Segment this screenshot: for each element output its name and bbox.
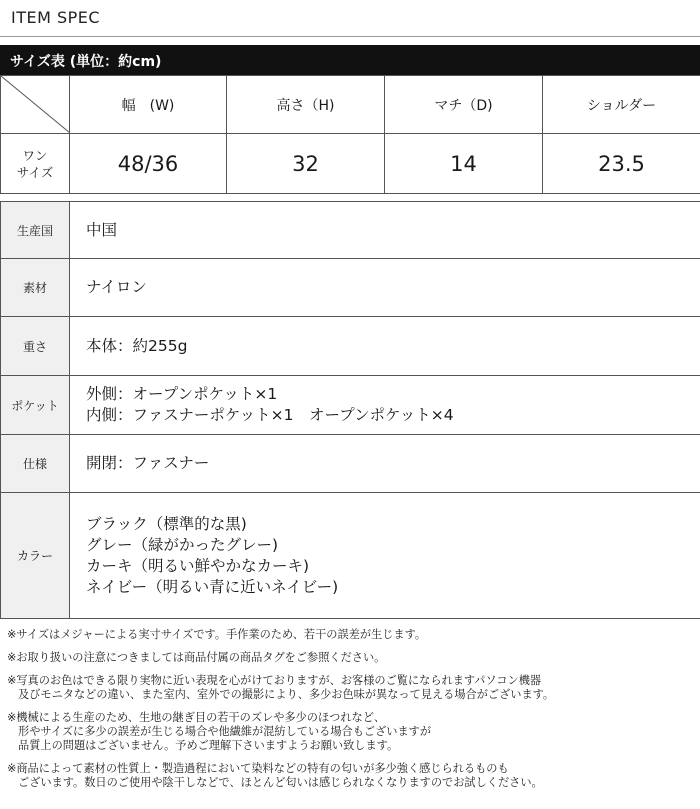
column-header-depth: マチ（D) xyxy=(385,76,543,134)
size-table-title: サイズ表 (単位：約cm) xyxy=(10,54,162,70)
color-list xyxy=(70,493,700,619)
value-width: 48/36 xyxy=(70,134,227,194)
pocket-value xyxy=(70,376,700,435)
note-2-text: ※お取り扱いの注意につきましては商品付属の商品タグをご参照ください。 xyxy=(7,651,386,664)
detail-row-material xyxy=(1,259,700,317)
size-table-row-one-size xyxy=(1,134,700,194)
note-4-line1: ※機械による生産のため、生地の継ぎ目の若干のズレや多少のほつれなど、 xyxy=(7,711,386,724)
note-5-line2: ございます。数日のご使用や陰干しなどで、ほとんど匂いは感じられなくなりますのでお試しください。 xyxy=(18,776,543,789)
color-item-black: ブラック（標準的な黒) xyxy=(86,514,247,533)
row-label-one-size xyxy=(1,134,70,194)
note-3-line1: ※写真のお色はできる限り実物に近い表現を心がけておりますが、お客様のご覧になられますパソコン機器 xyxy=(7,674,542,687)
detail-table xyxy=(0,201,700,619)
row-label-line1: ワン xyxy=(22,147,48,163)
note-3-line2: 及びモニタなどの違い、また室内、室外での撮影により、多少お色味が異なって見える場合がございます。 xyxy=(18,688,555,701)
color-label: カラー xyxy=(1,493,70,619)
row-label-line2: サイズ xyxy=(16,164,54,180)
size-table-header-row xyxy=(1,76,700,134)
value-depth: 14 xyxy=(385,134,543,194)
detail-row-color xyxy=(1,493,700,619)
pocket-outer-line: 外側：オープンポケット×1 xyxy=(86,385,278,403)
value-height: 32 xyxy=(227,134,385,194)
column-header-width: 幅 (W) xyxy=(70,76,227,134)
origin-label: 生産国 xyxy=(1,202,70,259)
weight-label: 重さ xyxy=(1,317,70,376)
detail-row-origin xyxy=(1,202,700,259)
spec-label: 仕様 xyxy=(1,435,70,493)
weight-value: 本体：約255g xyxy=(70,317,700,376)
note-4-line3: 品質上の問題はございません。予めご理解下さいますようお願い致します。 xyxy=(18,739,399,752)
detail-row-weight xyxy=(1,317,700,376)
value-shoulder: 23.5 xyxy=(543,134,700,194)
spec-value: 開閉：ファスナー xyxy=(70,435,700,493)
notes-section xyxy=(7,628,693,790)
note-photo-color xyxy=(7,674,693,702)
column-header-height: 高さ（H) xyxy=(227,76,385,134)
size-table-corner-cell xyxy=(1,76,70,134)
detail-row-pocket xyxy=(1,376,700,435)
color-item-khaki: カーキ（明るい鮮やかなカーキ) xyxy=(86,556,310,575)
item-spec-header xyxy=(0,0,700,37)
pocket-label: ポケット xyxy=(1,376,70,435)
size-table xyxy=(0,75,700,194)
note-machine-production xyxy=(7,711,693,753)
note-size-measurement xyxy=(7,628,693,642)
note-care-tag xyxy=(7,651,693,665)
pocket-inner-line: 内側：ファスナーポケット×1 オープンポケット×4 xyxy=(86,406,454,424)
note-4-line2: 形やサイズに多少の誤差が生じる場合や他繊維が混紡している場合もございますが xyxy=(18,725,432,738)
origin-value: 中国 xyxy=(70,202,700,259)
note-5-line1: ※商品によって素材の性質上・製造過程において染料などの特有の匂いが多少強く感じられるものも xyxy=(7,762,509,775)
item-spec-title: ITEM SPEC xyxy=(11,8,101,27)
color-item-gray: グレー（緑がかったグレー) xyxy=(86,535,279,554)
diagonal-divider-line xyxy=(1,76,70,133)
material-value: ナイロン xyxy=(70,259,700,317)
note-1-text: ※サイズはメジャーによる実寸サイズです。手作業のため、若干の誤差が生じます。 xyxy=(7,628,427,641)
note-odor xyxy=(7,762,693,790)
detail-row-spec xyxy=(1,435,700,493)
column-header-shoulder: ショルダー xyxy=(543,76,700,134)
size-table-title-bar xyxy=(0,45,700,75)
material-label: 素材 xyxy=(1,259,70,317)
color-item-navy: ネイビー（明るい青に近いネイビー) xyxy=(86,577,339,596)
